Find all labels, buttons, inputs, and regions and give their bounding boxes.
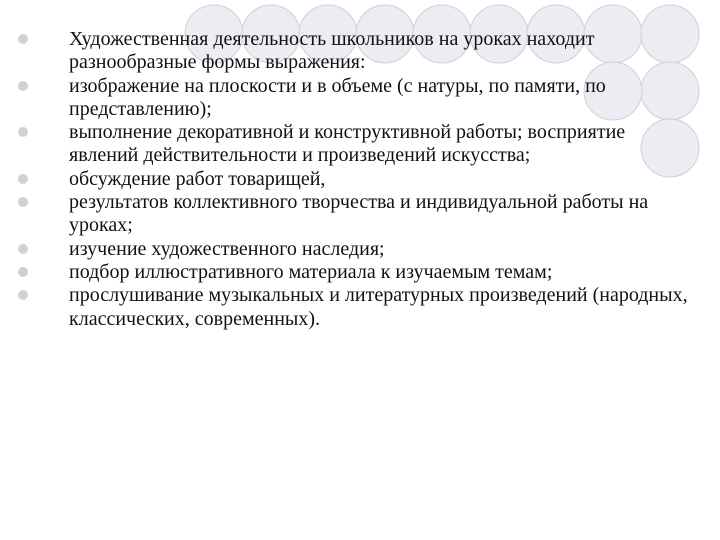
bullet-text: выполнение декоративной и конструктивной работы; восприятие явлений действительности и произведений искусства; [69, 121, 626, 167]
bullet-text: изучение художественного наследия; [69, 237, 385, 260]
bullet-item [18, 238, 698, 261]
bullet-item [18, 284, 698, 331]
bullet-dot-icon [18, 34, 28, 44]
bullet-dot-icon [18, 290, 28, 300]
bullet-item [18, 121, 698, 168]
bullet-item [18, 191, 698, 238]
bullet-item [18, 168, 698, 191]
bullet-dot-icon [18, 244, 28, 254]
bullet-item [18, 28, 698, 75]
bullet-text: прослушивание музыкальных и литературных произведений (народных, классических, современных). [69, 284, 688, 330]
bullet-item [18, 75, 698, 122]
bullet-item [18, 261, 698, 284]
bullet-text: результатов коллективного творчества и индивидуальной работы на уроках; [69, 191, 649, 237]
bullet-text: Художественная деятельность школьников на уроках находит разнообразные формы выражения: [69, 28, 595, 74]
bullet-text: подбор иллюстративного материала к изучаемым темам; [69, 260, 553, 283]
bullet-text: обсуждение работ товарищей, [69, 167, 326, 190]
bullet-text: изображение на плоскости и в объеме (с натуры, по памяти, по представлению); [69, 74, 606, 120]
bullet-dot-icon [18, 174, 28, 184]
bullet-dot-icon [18, 127, 28, 137]
bullet-dot-icon [18, 81, 28, 91]
bullet-list [18, 28, 698, 331]
bullet-dot-icon [18, 197, 28, 207]
slide-content [18, 28, 698, 331]
bullet-dot-icon [18, 267, 28, 277]
